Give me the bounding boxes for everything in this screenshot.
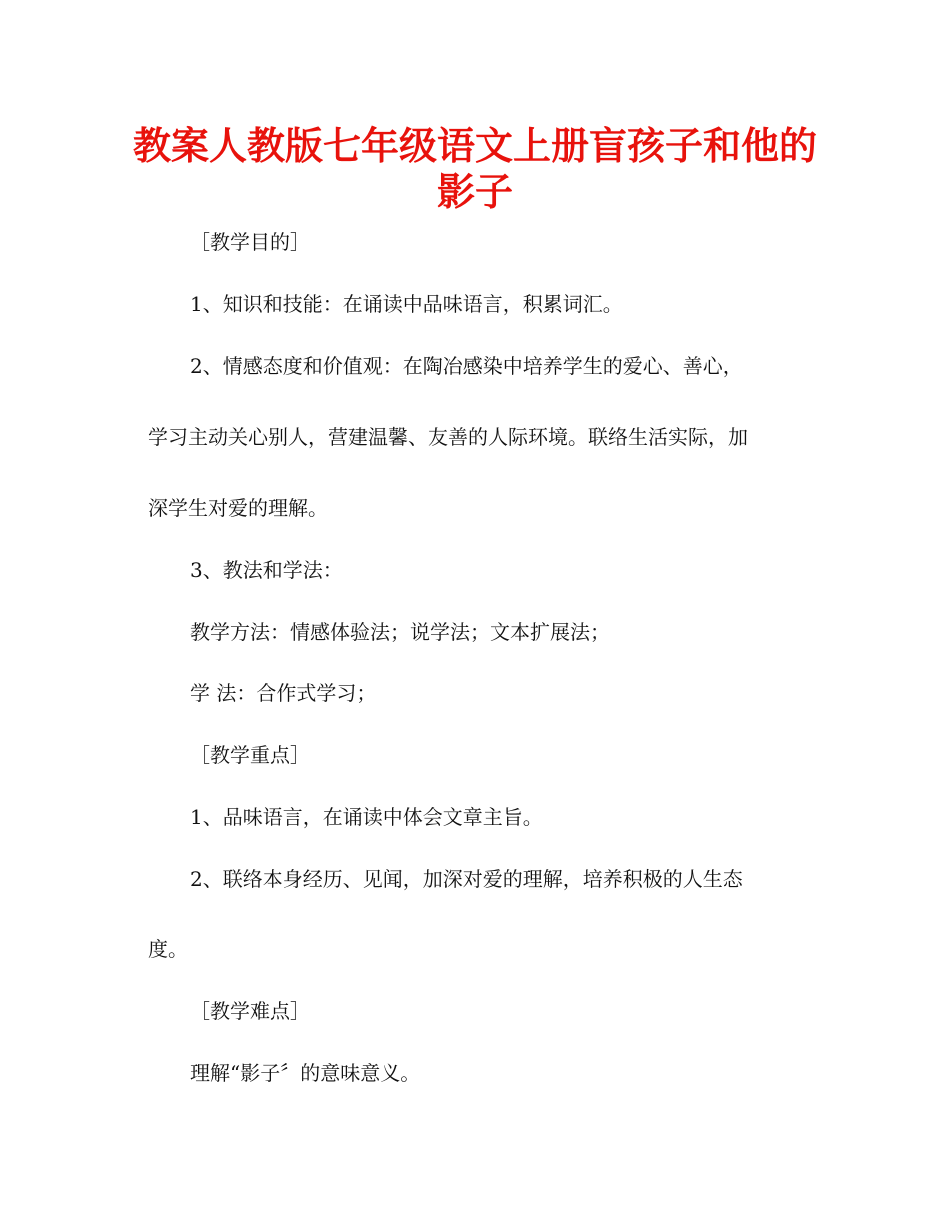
- section-heading-key-points: ［教学重点］: [190, 743, 310, 767]
- key-point-2-line-2: 度。: [148, 937, 188, 961]
- section-heading-objectives: ［教学目的］: [190, 230, 310, 254]
- learning-methods: 学 法：合作式学习；: [190, 681, 377, 705]
- objective-2-line-3: 深学生对爱的理解。: [148, 496, 328, 520]
- section-heading-difficulties: ［教学难点］: [190, 999, 310, 1023]
- teaching-methods: 教学方法：情感体验法；说学法；文本扩展法；: [190, 620, 610, 644]
- key-point-2-line-1: 2、联络本身经历、见闻，加深对爱的理解，培养积极的人生态: [190, 867, 743, 891]
- document-title-line-1: 教案人教版七年级语文上册盲孩子和他的: [132, 124, 817, 168]
- objective-3: 3、教法和学法：: [190, 558, 343, 582]
- document-title-line-2: 影子: [436, 170, 513, 214]
- difficulty-1: 理解“影子〞的意味意义。: [190, 1061, 421, 1085]
- objective-2-line-1: 2、情感态度和价值观：在陶冶感染中培养学生的爱心、善心，: [190, 354, 743, 378]
- objective-2-line-2: 学习主动关心别人，营建温馨、友善的人际环境。联络生活实际，加: [148, 425, 748, 449]
- key-point-1: 1、品味语言，在诵读中体会文章主旨。: [190, 805, 543, 829]
- objective-1: 1、知识和技能：在诵读中品味语言，积累词汇。: [190, 292, 623, 316]
